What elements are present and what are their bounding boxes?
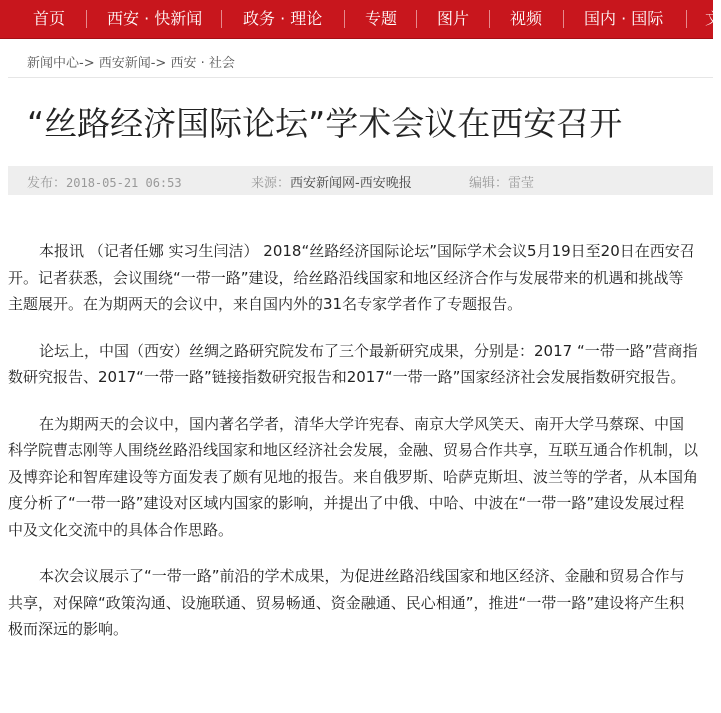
nav-separator	[489, 10, 490, 28]
nav-item-pictures[interactable]: 图片	[437, 9, 470, 28]
editor-info	[469, 172, 534, 191]
top-nav	[0, 0, 721, 39]
nav-separator	[686, 10, 687, 28]
breadcrumb-xian-news[interactable]: 西安新闻->	[98, 56, 167, 71]
publish-info	[27, 172, 182, 191]
nav-item-topics[interactable]: 专题	[365, 9, 398, 28]
nav-item-government[interactable]: 政务 · 理论	[243, 9, 323, 28]
nav-separator	[563, 10, 564, 28]
editor-name: 雷莹	[508, 176, 535, 191]
breadcrumb	[27, 52, 235, 71]
article-body	[8, 238, 698, 663]
source-link[interactable]: 西安新闻网-西安晚报	[290, 176, 412, 191]
nav-separator	[221, 10, 222, 28]
article-paragraph: 本报讯 （记者任娜 实习生闫洁） 2018“丝路经济国际论坛”国际学术会议5月19日至20日在西安召开。记者获悉，会议围绕“一带一路”建设，给丝路沿线国家和地区经济合作与发展带来的机遇和挑战等主题展开。在为期两天的会议中，来自国内外的31名专家学者作了专题报告。	[8, 242, 695, 313]
nav-separator	[86, 10, 87, 28]
breadcrumb-news-center[interactable]: 新闻中心->	[27, 56, 95, 71]
publish-label: 发布：	[27, 176, 67, 191]
nav-item-culture[interactable]: 文	[705, 9, 721, 28]
nav-item-international[interactable]: 国内 · 国际	[584, 9, 664, 28]
nav-item-xian-news[interactable]: 西安 · 快新闻	[107, 9, 203, 28]
article-title: “丝路经济国际论坛”学术会议在西安召开	[27, 104, 623, 143]
breadcrumb-divider	[8, 77, 713, 78]
nav-separator	[416, 10, 417, 28]
breadcrumb-xian-society[interactable]: 西安 · 社会	[170, 56, 235, 71]
article-paragraph: 论坛上，中国（西安）丝绸之路研究院发布了三个最新研究成果，分别是：2017 “一带一路”营商指数研究报告、2017“一带一路”链接指数研究报告和2017“一带一路”国家经济社会发展指数研究报告。	[8, 341, 698, 386]
article-paragraph: 本次会议展示了“一带一路”前沿的学术成果，为促进丝路沿线国家和地区经济、金融和贸易合作与共享，对保障“政策沟通、设施联通、贸易畅通、资金融通、民心相通”，推进“一带一路”建设将产生积极而深远的影响。	[8, 567, 685, 638]
article-meta-bar	[8, 166, 713, 195]
source-info	[251, 172, 412, 191]
nav-item-video[interactable]: 视频	[510, 9, 543, 28]
publish-time: 2018-05-21 06:53	[66, 176, 182, 190]
article-paragraph: 在为期两天的会议中，国内著名学者，清华大学许宪春、南京大学风笑天、南开大学马蔡琛、中国科学院曹志刚等人围绕丝路沿线国家和地区经济社会发展，金融、贸易合作共享，互联互通合作机制，以及博弈论和智库建设等方面发表了颇有见地的报告。来自俄罗斯、哈萨克斯坦、波兰等的学者，从本国角度分析了“一带一路”建设对区域内国家的影响，并提出了中俄、中哈、中波在“一带一路”建设发展过程中及文化交流中的具体合作思路。	[8, 414, 699, 539]
source-label: 来源：	[251, 176, 291, 191]
editor-label: 编辑：	[469, 176, 509, 191]
nav-item-home[interactable]: 首页	[33, 9, 66, 28]
nav-separator	[344, 10, 345, 28]
